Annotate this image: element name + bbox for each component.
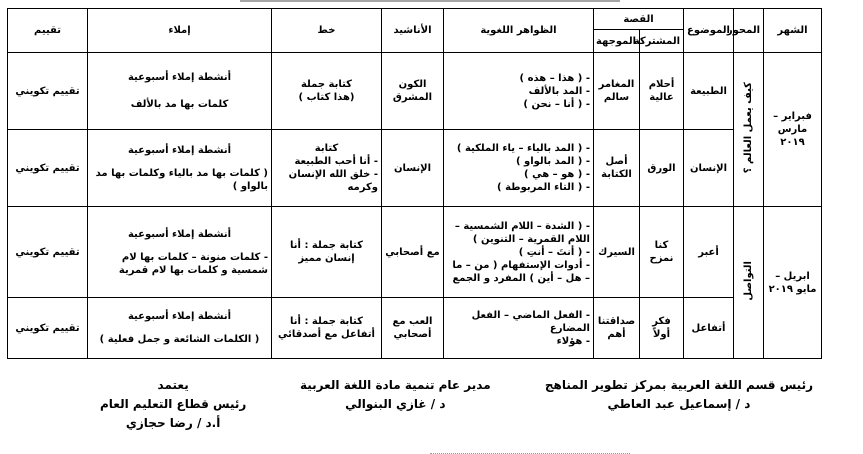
shared-story-cell: الورق <box>640 130 684 207</box>
writing-line: كتابة جملة : أنا إنسان مميز <box>290 240 363 264</box>
signature-title: رئيس قطاع التعليم العام <box>100 397 247 411</box>
header-month: الشهر <box>764 9 822 53</box>
axis-cell <box>734 207 764 359</box>
phenomena-cell <box>444 53 594 130</box>
writing-line: كتابة <box>314 143 339 154</box>
phenomena-cell <box>444 130 594 207</box>
header-phenomena: الظواهر اللغوية <box>444 9 594 53</box>
header-writing: خط <box>272 9 382 53</box>
signature-name: د / غازي البنوالي <box>345 397 446 411</box>
guided-story-cell: أصل الكتابة <box>594 130 640 207</box>
guided-story-cell: المغامر سالم <box>594 53 640 130</box>
phenomena-cell <box>444 207 594 298</box>
signature-approve-label: يعتمد <box>157 378 189 392</box>
header-dictation: إملاء <box>88 9 272 53</box>
phenomena-item: - أدوات الإستفهام ( من – ما – هل – أين ) المفرد و الجمع <box>452 259 590 284</box>
header-songs: الأناشيد <box>382 9 444 53</box>
shared-story-cell: فكر أولاً <box>640 298 684 359</box>
dictation-cell <box>88 298 272 359</box>
phenomena-item: - ( المد بالياء – ياء الملكية ) <box>456 143 590 154</box>
header-story-shared: المشتركة <box>640 30 684 53</box>
writing-line: (هذا كتاب ) <box>298 92 355 103</box>
shared-story-cell: كنا نمزح <box>640 207 684 298</box>
header-story-guided: الموجهة <box>594 30 640 53</box>
top-rule <box>240 0 620 6</box>
table-row <box>8 53 822 130</box>
writing-line: كتابة جملة <box>300 79 352 90</box>
header-axis: المحور <box>734 9 764 53</box>
songs-cell: مع أصحابي <box>382 207 444 298</box>
table-row <box>8 130 822 207</box>
signature-curriculum-head <box>545 376 813 414</box>
header-assessment: تقييم <box>8 9 88 53</box>
phenomena-item: - ( الشدة – اللام الشمسية – اللام القمرية – التنوين ) <box>454 220 590 245</box>
header-row <box>8 9 822 30</box>
month-cell: فبراير – مارس ٢٠١٩ <box>764 53 822 207</box>
assessment-cell: تقييم تكويني <box>8 130 88 207</box>
assessment-cell: تقييم تكويني <box>8 298 88 359</box>
axis-cell <box>734 53 764 207</box>
topic-cell: الطبيعة <box>684 53 734 130</box>
dictation-cell <box>88 53 272 130</box>
axis-label: التواصل <box>743 260 754 301</box>
header-story: القصة <box>594 9 684 30</box>
topic-cell: أعبر <box>684 207 734 298</box>
writing-line: - أنا أحب الطبيعة <box>294 156 378 167</box>
header-topic: الموضوع <box>684 9 734 53</box>
shared-story-cell: أحلام عالية <box>640 53 684 130</box>
phenomena-item: - ( أنا – نحن ) <box>523 98 590 110</box>
writing-cell <box>272 130 382 207</box>
dictation-title: أنشطة إملاء أسبوعية <box>127 72 232 83</box>
dictation-cell <box>88 130 272 207</box>
signature-name: أ.د / رضا حجازي <box>125 416 221 430</box>
writing-cell <box>272 53 382 130</box>
phenomena-item: - ( التاء المربوطة ) <box>497 182 590 193</box>
phenomena-item: - ( أنتَ – أنتِ ) <box>518 246 590 258</box>
dictation-detail: ( كلمات بها مد بالياء وكلمات بها مد بالواو ) <box>95 167 268 192</box>
writing-cell <box>272 298 382 359</box>
guided-story-cell: صداقتنا أهم <box>594 298 640 359</box>
songs-cell: الكون المشرق <box>382 53 444 130</box>
phenomena-item: - ( هو – هي ) <box>524 169 590 180</box>
dictation-detail: كلمات بها مد بالألف <box>130 99 229 110</box>
dictation-title: أنشطة إملاء أسبوعية <box>127 144 232 156</box>
phenomena-item: - المد بالألف <box>528 85 590 97</box>
dictation-detail: ( الكلمات الشائعة و جمل فعلية ) <box>99 334 260 345</box>
phenomena-item: - ( هذا – هذه ) <box>519 72 590 84</box>
phenomena-item: - الفعل الماضي – الفعل المضارع <box>471 309 590 334</box>
dictation-cell <box>88 207 272 298</box>
signature-title: مدير عام تنمية مادة اللغة العربية <box>300 378 491 392</box>
writing-line: - خلق الله الإنسان وكرمه <box>288 169 378 193</box>
phenomena-cell <box>444 298 594 359</box>
assessment-cell: تقييم تكويني <box>8 53 88 130</box>
table-row <box>8 207 822 298</box>
table-row <box>8 298 822 359</box>
dictation-title: أنشطة إملاء أسبوعية <box>127 228 232 240</box>
axis-label: كيف يعمل العالم ؟ <box>743 81 754 174</box>
dictation-detail: - كلمات منونة – كلمات بها لام شمسية و كلمات بها لام قمرية <box>118 251 268 276</box>
phenomena-item: - ( المد بالواو ) <box>515 156 590 167</box>
signature-arabic-director <box>300 376 491 414</box>
signature-name: د / إسماعيل عبد العاطي <box>607 397 751 411</box>
curriculum-table <box>7 8 822 359</box>
signature-approval <box>100 376 246 433</box>
topic-cell: أتفاعل <box>684 298 734 359</box>
songs-cell: العب مع أصحابي <box>382 298 444 359</box>
phenomena-item: - هؤلاء <box>556 335 590 347</box>
topic-cell: الإنسان <box>684 130 734 207</box>
assessment-cell: تقييم تكويني <box>8 207 88 298</box>
month-cell: ابريل – مايو ٢٠١٩ <box>764 207 822 359</box>
signature-title: رئيس قسم اللغة العربية بمركز تطوير المناهج <box>544 378 813 392</box>
writing-cell <box>272 207 382 298</box>
dictation-title: أنشطة إملاء أسبوعية <box>127 311 232 322</box>
guided-story-cell: السيرك <box>594 207 640 298</box>
writing-line: كتابة جملة : أنا أتفاعل مع أصدقائي <box>278 316 375 340</box>
songs-cell: الإنسان <box>382 130 444 207</box>
